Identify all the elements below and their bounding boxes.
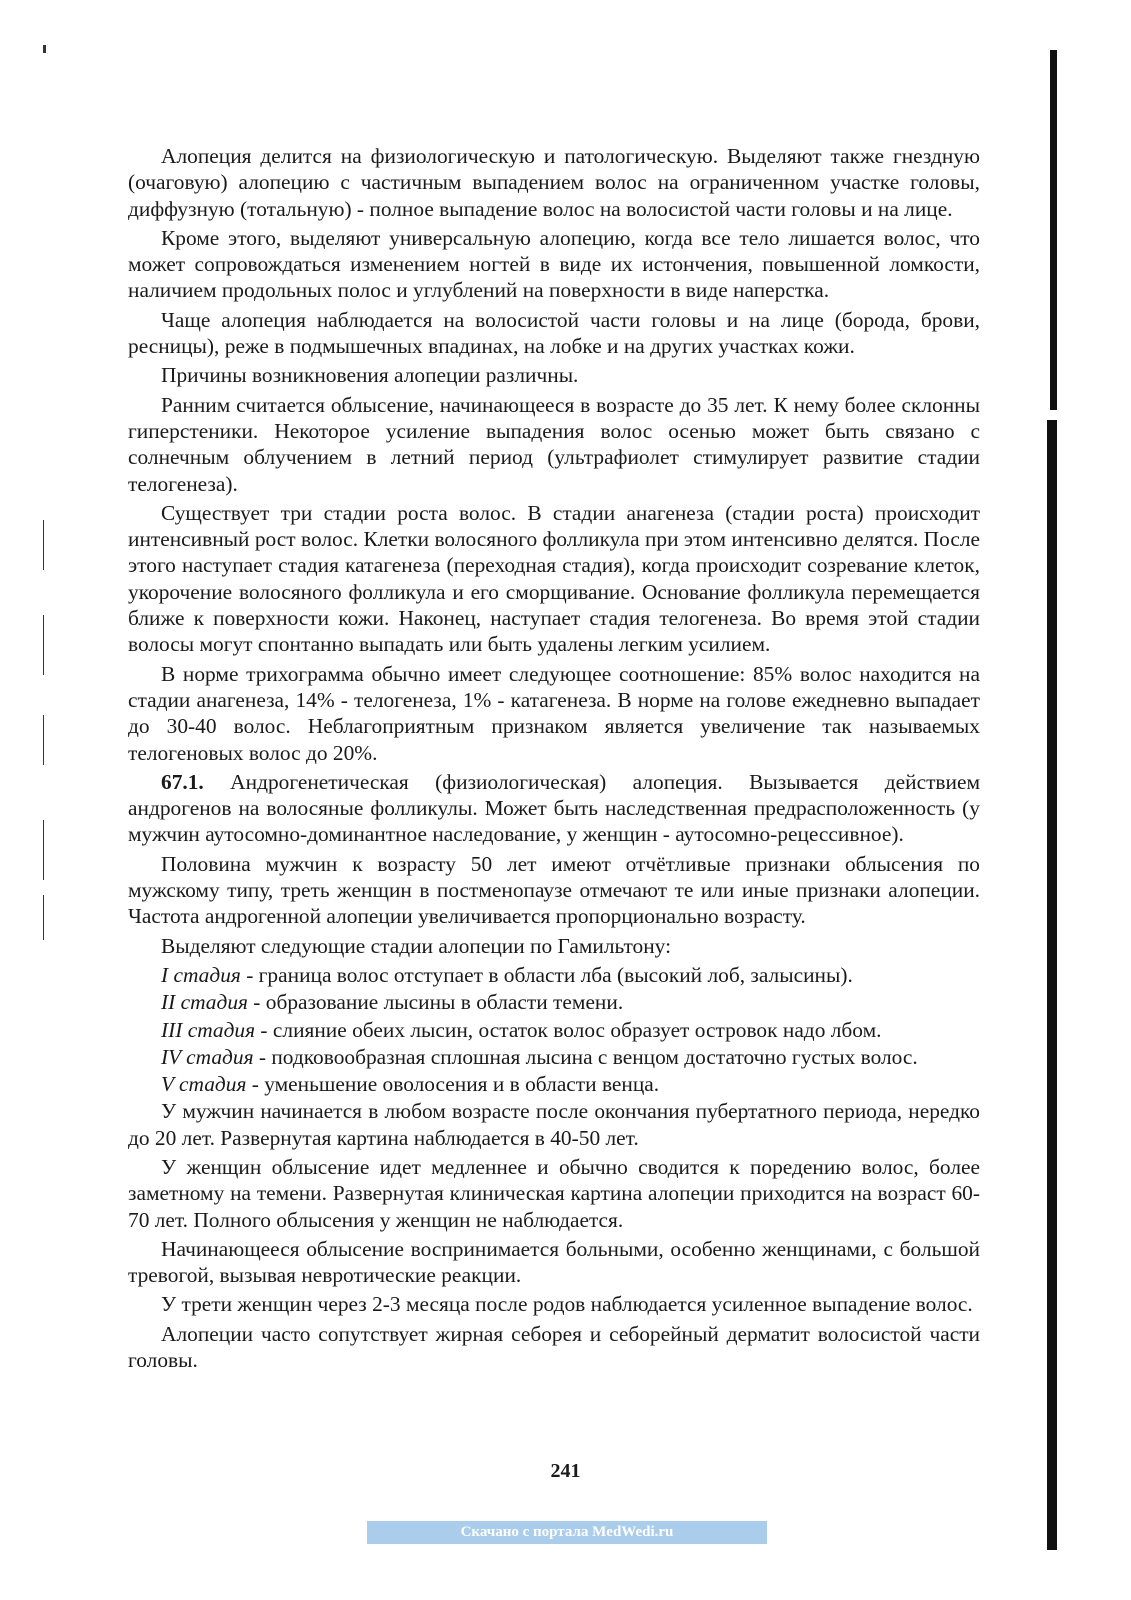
stage-item [128, 1017, 980, 1043]
scan-left-line-3 [43, 715, 44, 765]
paragraph: Кроме этого, выделяют универсальную алопецию, когда все тело лишается волос, что может сопровождаться изменением ногтей в виде их истончения, повышенной ломкости, наличием продольных полос и углублений на поверхности в виде наперстка. [128, 225, 980, 303]
scan-left-line-4 [43, 820, 44, 880]
section-paragraph [128, 769, 980, 848]
stage-label: I стадия [161, 962, 241, 987]
paragraph: Алопеция делится на физиологическую и патологическую. Выделяют также гнездную (очаговую) алопецию с частичным выпадением волос на ограниченном участке головы, диффузную (тотальную) - полное выпадение волос на волосистой части головы и на лице. [128, 144, 980, 221]
paragraph: Причины возникновения алопеции различны. [161, 363, 579, 388]
stage-item [128, 1044, 980, 1070]
stage-label: III стадия [161, 1017, 256, 1042]
paragraph: У женщин облысение идет медленнее и обычно сводится к поредению волос, более заметному на темени. Развернутая клиническая картина алопеции приходится на возраст 60-70 лет. Полного облысения у женщин не наблюдается. [128, 1154, 980, 1232]
scan-edge-bar-top [1050, 50, 1057, 410]
stage-item [128, 962, 980, 988]
stage-label: IV стадия [161, 1044, 254, 1069]
stage-text: - подковообразная сплошная лысина с венцом достаточно густых волос. [253, 1044, 918, 1069]
scan-left-line-1 [43, 520, 44, 570]
paragraph: Алопеции часто сопутствует жирная себорея и себорейный дерматит волосистой части головы. [128, 1321, 980, 1373]
paragraph: В норме трихограмма обычно имеет следующее соотношение: 85% волос находится на стадии анагенеза, 14% - телогенеза, 1% - катагенеза. В норме на голове ежедневно выпадает до 30-40 волос. Неблагоприятным признаком является увеличение так называемых телогеновых волос до 20%. [128, 661, 980, 765]
paragraph: У мужчин начинается в любом возрасте после окончания пубертатного периода, нередко до 20 лет. Развернутая картина наблюдается в 40-50 лет. [128, 1099, 980, 1150]
paragraph: Существует три стадии роста волос. В стадии анагенеза (стадии роста) происходит интенсивный рост волос. Клетки волосяного фолликула при этом интенсивно делятся. После этого наступает стадия катагенеза (переходная стадия), когда происходит созревание клеток, укорочение волосяного фолликула и его сморщивание. Основание фолликула перемещается ближе к поверхности кожи. Наконец, наступает стадия телогенеза. Во время этой стадии волосы могут спонтанно выпадать или быть удалены легким усилием. [128, 500, 980, 657]
stage-text: - слияние обеих лысин, остаток волос образует островок надо лбом. [255, 1017, 882, 1042]
stage-text: - образование лысины в области темени. [247, 990, 624, 1015]
page-number: 241 [550, 1460, 581, 1482]
stage-text: - граница волос отступает в области лба (высокий лоб, залысины). [240, 962, 853, 987]
scan-left-line-5 [43, 895, 44, 940]
paragraph: Ранним считается облысение, начинающееся в возрасте до 35 лет. К нему более склонны гиперстеники. Некоторое усиление выпадения волос осенью может быть связано с солнечным облучением в летний период (ультрафиолет стимулирует развитие стадии телогенеза). [128, 392, 980, 496]
paragraph: Половина мужчин к возрасту 50 лет имеют отчётливые признаки облысения по мужскому типу, треть женщин в постменопаузе отмечают те или иные признаки алопеции. Частота андрогенной алопеции увеличивается пропорционально возрасту. [128, 851, 980, 929]
paragraph: У трети женщин через 2-3 месяца после родов наблюдается усиленное выпадение волос. [161, 1292, 973, 1317]
scan-left-line-2 [43, 615, 44, 675]
section-number: 67.1. [161, 769, 204, 794]
stage-item [128, 1071, 980, 1097]
stage-item [128, 989, 980, 1015]
stage-text: - уменьшение оволосения и в области венца. [246, 1072, 660, 1097]
body-text [128, 143, 980, 1376]
paragraph: Выделяют следующие стадии алопеции по Гамильтону: [161, 933, 672, 958]
paragraph: Чаще алопеция наблюдается на волосистой части головы и на лице (борода, брови, ресницы), реже в подмышечных впадинах, на лобке и на других участках кожи. [128, 307, 980, 359]
watermark-banner: Скачано с портала MedWedi.ru [367, 1521, 767, 1544]
section-text: Андрогенетическая (физиологическая) алопеция. Вызывается действием андрогенов на волосяные фолликулы. Может быть наследственная предрасположенность (у мужчин аутосомно-доминантное наследование, у женщин - аутосомно-рецессивное). [128, 769, 980, 847]
scan-edge-bar-bottom [1047, 420, 1057, 1550]
paragraph: Начинающееся облысение воспринимается больными, особенно женщинами, с большой тревогой, вызывая невротические реакции. [128, 1236, 980, 1288]
stage-label: II стадия [161, 990, 248, 1015]
scan-left-mark [43, 45, 46, 53]
stage-label: V стадия [161, 1072, 247, 1097]
